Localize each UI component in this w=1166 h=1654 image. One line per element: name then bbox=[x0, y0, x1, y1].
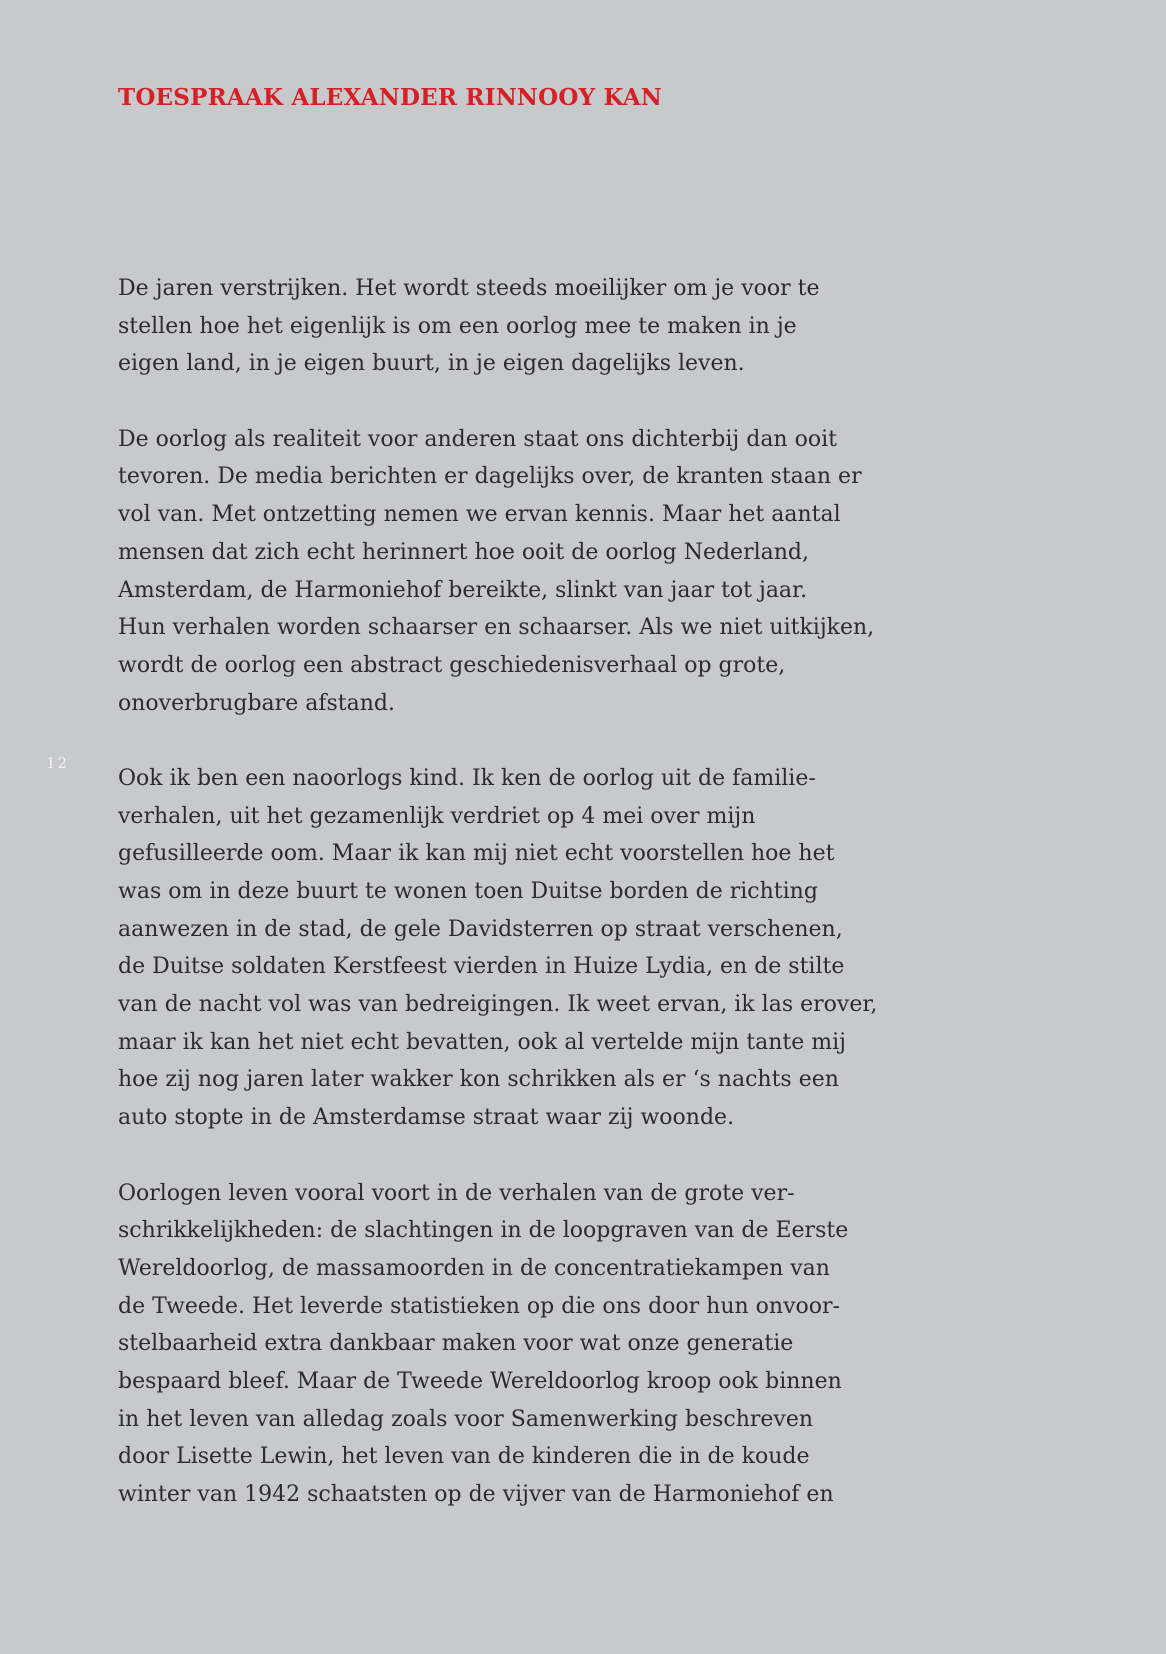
text-line: schrikkelijkheden: de slachtingen in de loopgraven van de Eerste bbox=[118, 1218, 849, 1244]
paragraph bbox=[118, 270, 1118, 383]
text-line: wordt de oorlog een abstract geschiedenisverhaal op grote, bbox=[118, 652, 786, 678]
paragraph bbox=[118, 760, 1118, 1137]
page-number: 12 bbox=[46, 754, 70, 772]
text-line: de Tweede. Het leverde statistieken op die ons door hun onvoor- bbox=[118, 1293, 840, 1319]
paragraph bbox=[118, 1175, 1118, 1514]
text-line: tevoren. De media berichten er dagelijks over, de kranten staan er bbox=[118, 464, 862, 490]
text-line: was om in deze buurt te wonen toen Duitse borden de richting bbox=[118, 879, 818, 904]
text-line: winter van 1942 schaatsten op de vijver van de Harmoniehof en bbox=[118, 1482, 834, 1507]
text-line: bespaard bleef. Maar de Tweede Wereldoorlog kroop ook binnen bbox=[118, 1368, 842, 1394]
text-line: Hun verhalen worden schaarser en schaarser. Als we niet uitkijken, bbox=[118, 615, 875, 641]
text-line: door Lisette Lewin, het leven van de kinderen die in de koude bbox=[118, 1444, 810, 1470]
text-line: De jaren verstrijken. Het wordt steeds moeilijker om je voor te bbox=[118, 276, 820, 301]
text-line: van de nacht vol was van bedreigingen. Ik weet ervan, ik las erover, bbox=[118, 992, 878, 1018]
text-line: stelbaarheid extra dankbaar maken voor wat onze generatie bbox=[118, 1331, 794, 1357]
text-line: hoe zij nog jaren later wakker kon schrikken als er ‘s nachts een bbox=[118, 1067, 839, 1093]
text-line: Ook ik ben een naoorlogs kind. Ik ken de oorlog uit de familie- bbox=[118, 765, 816, 791]
text-line: mensen dat zich echt herinnert hoe ooit de oorlog Nederland, bbox=[118, 539, 809, 565]
text-line: Amsterdam, de Harmoniehof bereikte, slinkt van jaar tot jaar. bbox=[118, 577, 808, 603]
text-line: Oorlogen leven vooral voort in de verhalen van de grote ver- bbox=[118, 1180, 795, 1206]
text-line: in het leven van alledag zoals voor Samenwerking beschreven bbox=[118, 1406, 814, 1432]
section-title: TOESPRAAK ALEXANDER RINNOOY KAN bbox=[118, 84, 662, 111]
text-line: onoverbrugbare afstand. bbox=[118, 690, 395, 716]
text-line: aanwezen in de stad, de gele Davidsterren op straat verschenen, bbox=[118, 916, 843, 942]
text-line: de Duitse soldaten Kerstfeest vierden in Huize Lydia, en de stilte bbox=[118, 954, 845, 980]
text-line: stellen hoe het eigenlijk is om een oorlog mee te maken in je bbox=[118, 313, 797, 339]
text-line: vol van. Met ontzetting nemen we ervan kennis. Maar het aantal bbox=[118, 502, 841, 528]
paragraph bbox=[118, 421, 1118, 723]
text-line: Wereldoorlog, de massamoorden in de concentratiekampen van bbox=[118, 1255, 830, 1281]
text-line: De oorlog als realiteit voor anderen staat ons dichterbij dan ooit bbox=[118, 426, 837, 452]
text-line: verhalen, uit het gezamenlijk verdriet op 4 mei over mijn bbox=[118, 803, 756, 829]
text-line: maar ik kan het niet echt bevatten, ook al vertelde mijn tante mij bbox=[118, 1029, 846, 1055]
text-line: gefusilleerde oom. Maar ik kan mij niet echt voorstellen hoe het bbox=[118, 841, 835, 867]
body-text bbox=[118, 270, 1118, 1551]
text-line: eigen land, in je eigen buurt, in je eigen dagelijks leven. bbox=[118, 351, 745, 377]
text-line: auto stopte in de Amsterdamse straat waar zij woonde. bbox=[118, 1105, 735, 1131]
